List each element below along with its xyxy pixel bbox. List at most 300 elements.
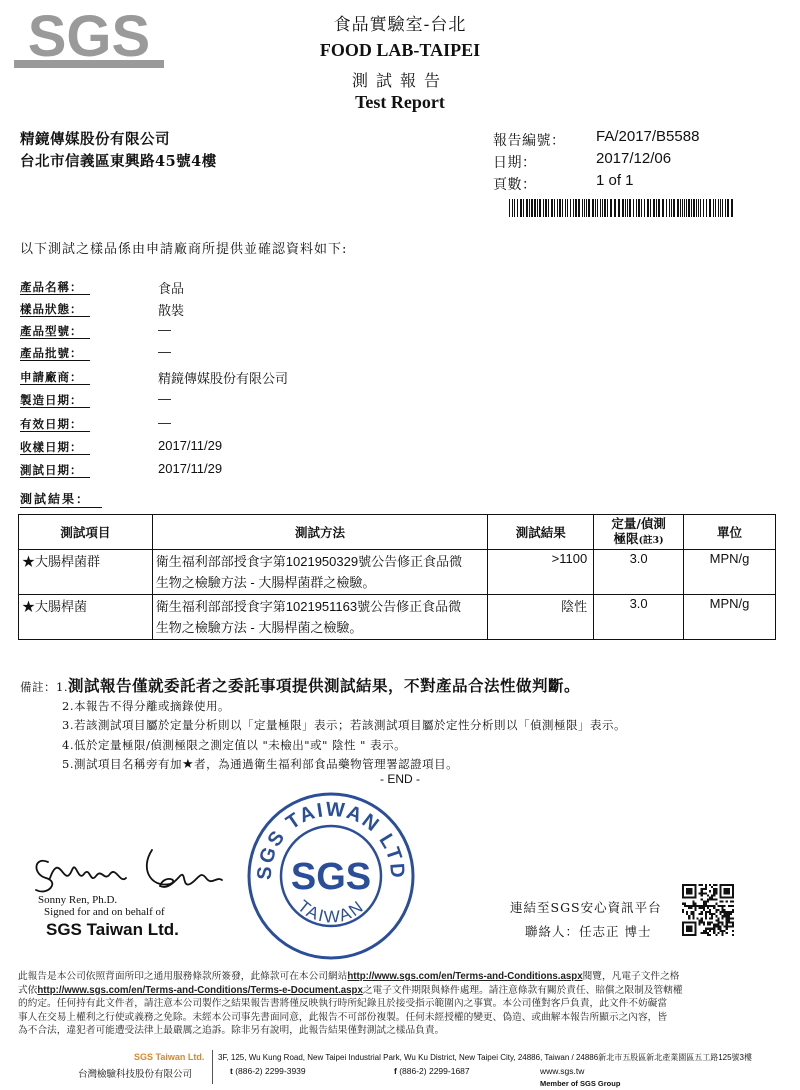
qr-module [705,930,707,932]
qr-module [703,909,705,911]
cell-limit: 3.0 [594,550,684,595]
qr-module [719,884,734,886]
barcode-bar [656,199,657,217]
qr-module [715,919,717,921]
qr-module [709,934,711,936]
barcode-bar [706,199,707,217]
qr-module [717,919,719,921]
header-method: 測試方法 [152,515,488,550]
signer-name: Sonny Ren, Ph.D. [38,894,118,906]
barcode-bar [570,199,571,217]
barcode-bar [696,199,697,217]
barcode-bar [641,199,642,217]
note-prefix: 備註：1. [20,680,68,694]
qr-module [692,915,694,917]
cell-method [152,595,488,640]
qr-module [690,911,692,913]
barcode [509,199,735,217]
qr-module [713,890,715,892]
qr-module [709,884,711,886]
qr-module [730,926,732,928]
qr-module [719,930,721,932]
qr-module [709,924,711,926]
qr-module [713,888,715,890]
footer-address: 3F, 125, Wu Kung Road, New Taipei Industrial Park, Wu Ku District, New Taipei City, 24886, Taiwan / 24886新北市五股區新北產業園區五工路125號3樓 [218,1053,752,1062]
field-label: 申請廠商： [20,370,90,385]
qr-module [703,924,705,926]
qr-module [709,930,711,932]
report-pages-label: 頁數： [493,177,537,193]
qr-module [711,928,713,930]
barcode-bar [669,199,670,217]
cell-method [152,550,488,595]
qr-module [686,888,692,894]
field-label: 製造日期： [20,393,90,408]
barcode-bar [567,199,568,217]
qr-module [724,888,730,894]
qr-module [722,907,724,909]
barcode-bar [691,199,692,217]
qr-module [686,911,688,913]
barcode-bar [543,199,544,217]
results-table [18,514,776,640]
field-value: — [158,322,171,337]
barcode-bar [512,199,513,217]
qr-module [703,932,705,934]
qr-module [732,921,734,923]
qr-module [726,926,728,928]
qr-module [722,901,724,903]
qr-module [684,905,686,907]
qr-module [701,907,703,909]
header-limit-note: (註3) [638,535,664,546]
qr-module [717,932,719,934]
qr-module [707,921,709,923]
fax-label: f [394,1066,397,1076]
footer-company: SGS Taiwan Ltd. [134,1052,205,1062]
qr-module [732,901,734,903]
qr-module [701,932,703,934]
footer-tel [230,1066,306,1076]
note-5-a: 5.測試項目名稱旁有加 [62,757,182,771]
qr-module [728,911,730,913]
qr-module [699,924,701,926]
client-address: 台北市信義區東興路45號4樓 [20,153,217,170]
company-stamp [245,790,417,962]
barcode-bar [531,199,533,217]
field-value: — [158,391,171,406]
qr-module [690,913,692,915]
qr-module [732,926,734,928]
qr-module [726,917,728,919]
qr-module [722,915,724,917]
qr-module [703,907,705,909]
qr-module [686,913,688,915]
barcode-bar [627,199,628,217]
qr-module [694,905,696,907]
qr-module [730,911,732,913]
field-value: 食品 [158,281,185,296]
table-row [19,550,776,595]
qr-module [717,905,719,907]
barcode-bar [537,199,538,217]
qr-module [705,884,707,886]
qr-module [707,905,709,907]
qr-module [699,905,701,907]
qr-module [705,932,707,934]
qr-module [713,905,715,907]
field-label: 收樣日期： [20,440,90,455]
intro-text: 以下測試之樣品係由申請廠商所提供並確認資料如下: [20,242,348,257]
signed-for: Signed for and on behalf of [44,906,165,918]
barcode-bar [575,199,577,217]
cell-limit: 3.0 [594,595,684,640]
qr-module [707,901,709,903]
qr-module [715,890,717,892]
barcode-bar [586,199,587,217]
qr-module [715,888,717,890]
qr-module [703,888,705,890]
barcode-bar [629,199,631,217]
qr-module [699,907,701,909]
qr-module [713,924,715,926]
table-row [19,595,776,640]
barcode-bar [650,199,651,217]
barcode-bar [565,199,566,217]
footer-divider [212,1050,213,1084]
qr-module [682,909,684,911]
qr-module [682,896,697,898]
qr-module [728,917,730,919]
qr-module [688,907,690,909]
field-value: 2017/11/29 [158,438,223,453]
qr-module [713,932,715,934]
barcode-bar [662,199,664,217]
qr-module [732,924,734,926]
qr-module [717,917,719,919]
qr-module [709,917,711,919]
signer-company: SGS Taiwan Ltd. [46,920,179,939]
barcode-bar [725,199,726,217]
barcode-bar [700,199,701,217]
qr-module [705,892,707,894]
qr-module [701,899,703,901]
qr-module [709,905,711,907]
qr-module [701,919,703,921]
barcode-bar [614,199,616,217]
qr-module [703,921,705,923]
footer-company-zh: 台灣檢驗科技股份有限公司 [78,1069,193,1080]
lab-name-en: FOOD LAB-TAIPEI [319,40,481,60]
cell-unit: MPN/g [684,595,776,640]
qr-module [726,921,728,923]
qr-module [709,911,711,913]
barcode-bar [588,199,590,217]
qr-module [722,905,724,907]
legal-1b: 閱覽，凡電子文件之格 [582,971,680,982]
qr-module [711,921,713,923]
report-title-zh: 測試報告 [351,71,448,90]
qr-module [722,911,724,913]
qr-module [730,913,732,915]
qr-module [724,926,726,928]
qr-module [705,888,707,890]
fax-number: (886-2) 2299-1687 [399,1066,470,1076]
barcode-bar [551,199,553,217]
qr-module [717,928,719,930]
barcode-bar [658,199,660,217]
qr-module [682,903,684,905]
qr-module [682,921,684,936]
cell-unit: MPN/g [684,550,776,595]
qr-module [730,917,732,919]
qr-module [686,905,688,907]
qr-module [705,913,707,915]
qr-module [699,884,701,886]
qr-module [726,911,728,913]
barcode-bar [686,199,687,217]
barcode-bar [600,199,601,217]
lab-name-zh: 食品實驗室-台北 [333,15,467,35]
qr-code-icon [682,884,734,936]
qr-module [719,911,721,913]
barcode-bar [718,199,719,217]
barcode-bar [653,199,655,217]
star-icon: ★ [181,757,195,772]
report-date-label: 日期： [493,155,537,171]
qr-module [730,921,732,923]
qr-module [703,901,705,903]
qr-module [709,890,711,892]
qr-module [707,894,709,896]
header-limit-line2: 極限 [613,531,639,546]
qr-module [684,903,686,905]
note-2: 2.本報告不得分離或摘錄使用。 [62,699,230,713]
qr-module [709,899,711,901]
barcode-bar [638,199,640,217]
qr-module [711,905,713,907]
qr-module [705,905,707,907]
report-title-en: Test Report [355,92,445,112]
barcode-bar [698,199,699,217]
qr-module [717,921,719,923]
qr-module [713,926,715,928]
qr-module [713,894,715,896]
qr-module [682,884,697,886]
stamp-center-text: SGS [290,856,372,898]
qr-module [715,926,717,928]
qr-module [715,903,717,905]
qr-module [709,909,711,911]
qr-module [728,921,730,923]
qr-module [726,919,728,921]
qr-module [713,907,715,909]
header-result: 測試結果 [488,515,594,550]
barcode-bar [539,199,541,217]
qr-module [701,888,703,890]
qr-module [715,909,717,911]
qr-module [701,921,703,923]
barcode-bar [715,199,716,217]
qr-module [701,884,703,886]
qr-module [709,921,711,923]
qr-module [705,903,707,905]
qr-module [705,915,707,917]
barcode-bar [582,199,583,217]
barcode-bar [573,199,574,217]
qr-module [705,901,707,903]
qr-module [719,905,721,907]
qr-module [709,928,711,930]
qr-module [719,921,721,923]
barcode-bar [684,199,685,217]
report-number: FA/2017/B5588 [596,128,700,145]
qr-module [699,892,701,894]
qr-module [728,915,730,917]
legal-2a: 式依 [18,984,38,996]
barcode-bar [644,199,645,217]
qr-module [724,905,726,907]
end-marker: - END - [380,772,420,786]
qr-module [694,903,696,905]
qr-module [715,911,717,913]
note-3: 3.若該測試項目屬於定量分析則以「定量極限」表示；若該測試項目屬於定性分析則以「偵測極限」表示。 [62,718,626,732]
qr-module [732,930,734,932]
barcode-bar [720,199,721,217]
qr-module [682,911,684,913]
qr-module [715,884,717,886]
qr-module [694,921,696,936]
qr-module [701,905,703,907]
qr-module [707,934,709,936]
method-line: 衛生福利部部授食字第1021950329號公告修正食品微 [155,554,463,569]
qr-module [688,905,690,907]
qr-module [730,901,732,903]
cell-item: ★大腸桿菌 [19,595,153,640]
terms-link[interactable]: http://www.sgs.com/en/Terms-and-Conditions.aspx [347,971,583,982]
qr-module [719,913,721,915]
barcode-bar [529,199,530,217]
qr-module [719,926,721,928]
qr-module [722,917,724,919]
legal-text [18,970,782,1038]
header-unit: 單位 [684,515,776,550]
qr-module [707,911,709,913]
results-title: 測試結果： [20,490,102,508]
qr-module [724,930,726,932]
barcode-bar [562,199,563,217]
qr-module [701,894,703,896]
barcode-bar [688,199,690,217]
field-label: 有效日期： [20,417,90,432]
qr-module [711,917,713,919]
qr-module [701,890,703,892]
qr-module [707,932,709,934]
qr-module [722,932,724,934]
note-1-text: 測試報告僅就委託者之委託事項提供測試結果，不對產品合法性做判斷。 [67,676,580,695]
qr-module [719,896,734,898]
barcode-bar [727,199,729,217]
qr-module [717,924,719,926]
qr-module [732,911,734,913]
field-label: 產品名稱： [20,280,90,295]
legal-4: 事人在交易上權利之行使或義務之免除。未經本公司事先書面同意，此報告不可部份複製。任何未經授權的變更、偽造、或曲解本報告所顯示之內容，皆 [18,1011,668,1023]
qr-module [692,901,694,903]
qr-module [699,919,701,921]
barcode-bar [680,199,681,217]
qr-module [705,911,707,913]
barcode-bar [602,199,603,217]
qr-module [688,915,690,917]
barcode-bar [666,199,667,217]
barcode-bar [534,199,536,217]
legal-5: 為不合法，違犯者可能遭受法律上最嚴厲之追訴。除非另有說明，此報告結果僅對測試之樣品負責。 [18,1025,445,1036]
qr-module [715,892,717,894]
qr-module [726,915,728,917]
qr-module [707,928,709,930]
qr-module [726,928,728,930]
qr-module [726,932,728,934]
method-line: 生物之檢驗方法 - 大腸桿菌之檢驗。 [155,620,363,635]
footer-member: Member of SGS Group [540,1079,621,1088]
qr-module [713,892,715,894]
qr-module [690,905,692,907]
signature [30,840,260,900]
qr-module [703,905,705,907]
qr-module [709,913,711,915]
qr-module [728,905,730,907]
stamp-bottom-text: TAIWAN [294,896,369,927]
qr-module [701,917,703,919]
qr-module [703,903,705,905]
qr-module [732,934,734,936]
qr-module [692,913,694,915]
field-value: 2017/11/29 [158,461,223,476]
field-value: 精鏡傳媒股份有限公司 [158,371,289,386]
note-1 [20,674,580,696]
qr-module [705,886,707,888]
footer-fax [394,1066,470,1076]
qr-module [703,892,705,894]
barcode-bar [673,199,675,217]
qr-module [726,901,728,903]
report-pages: 1 of 1 [596,172,634,189]
qr-module [688,917,690,919]
qr-module [694,909,696,911]
qr-module [707,899,709,901]
field-value: — [158,344,171,359]
qr-module [722,921,724,923]
report-date: 2017/12/06 [596,150,672,167]
qr-module [717,909,719,911]
qr-module [692,903,694,905]
qr-module [713,928,715,930]
barcode-bar [703,199,704,217]
qr-module [728,913,730,915]
barcode-bar [647,199,649,217]
qr-module [701,892,703,894]
sgs-logo-text: SGS [27,8,151,68]
qr-module [713,899,715,901]
barcode-bar [677,199,679,217]
barcode-bar [671,199,672,217]
e-document-terms-link[interactable]: http://www.sgs.com/en/Terms-and-Conditions/Terms-e-Document.aspx [37,984,363,996]
qr-module [724,911,726,913]
qr-module [724,913,726,915]
note-4: 4.低於定量極限/偵測極限之測定值以 "未檢出"或" 陰性 " 表示。 [62,738,407,752]
barcode-bar [517,199,518,217]
method-line: 衛生福利部部授食字第1021951163號公告修正食品微 [155,599,462,614]
